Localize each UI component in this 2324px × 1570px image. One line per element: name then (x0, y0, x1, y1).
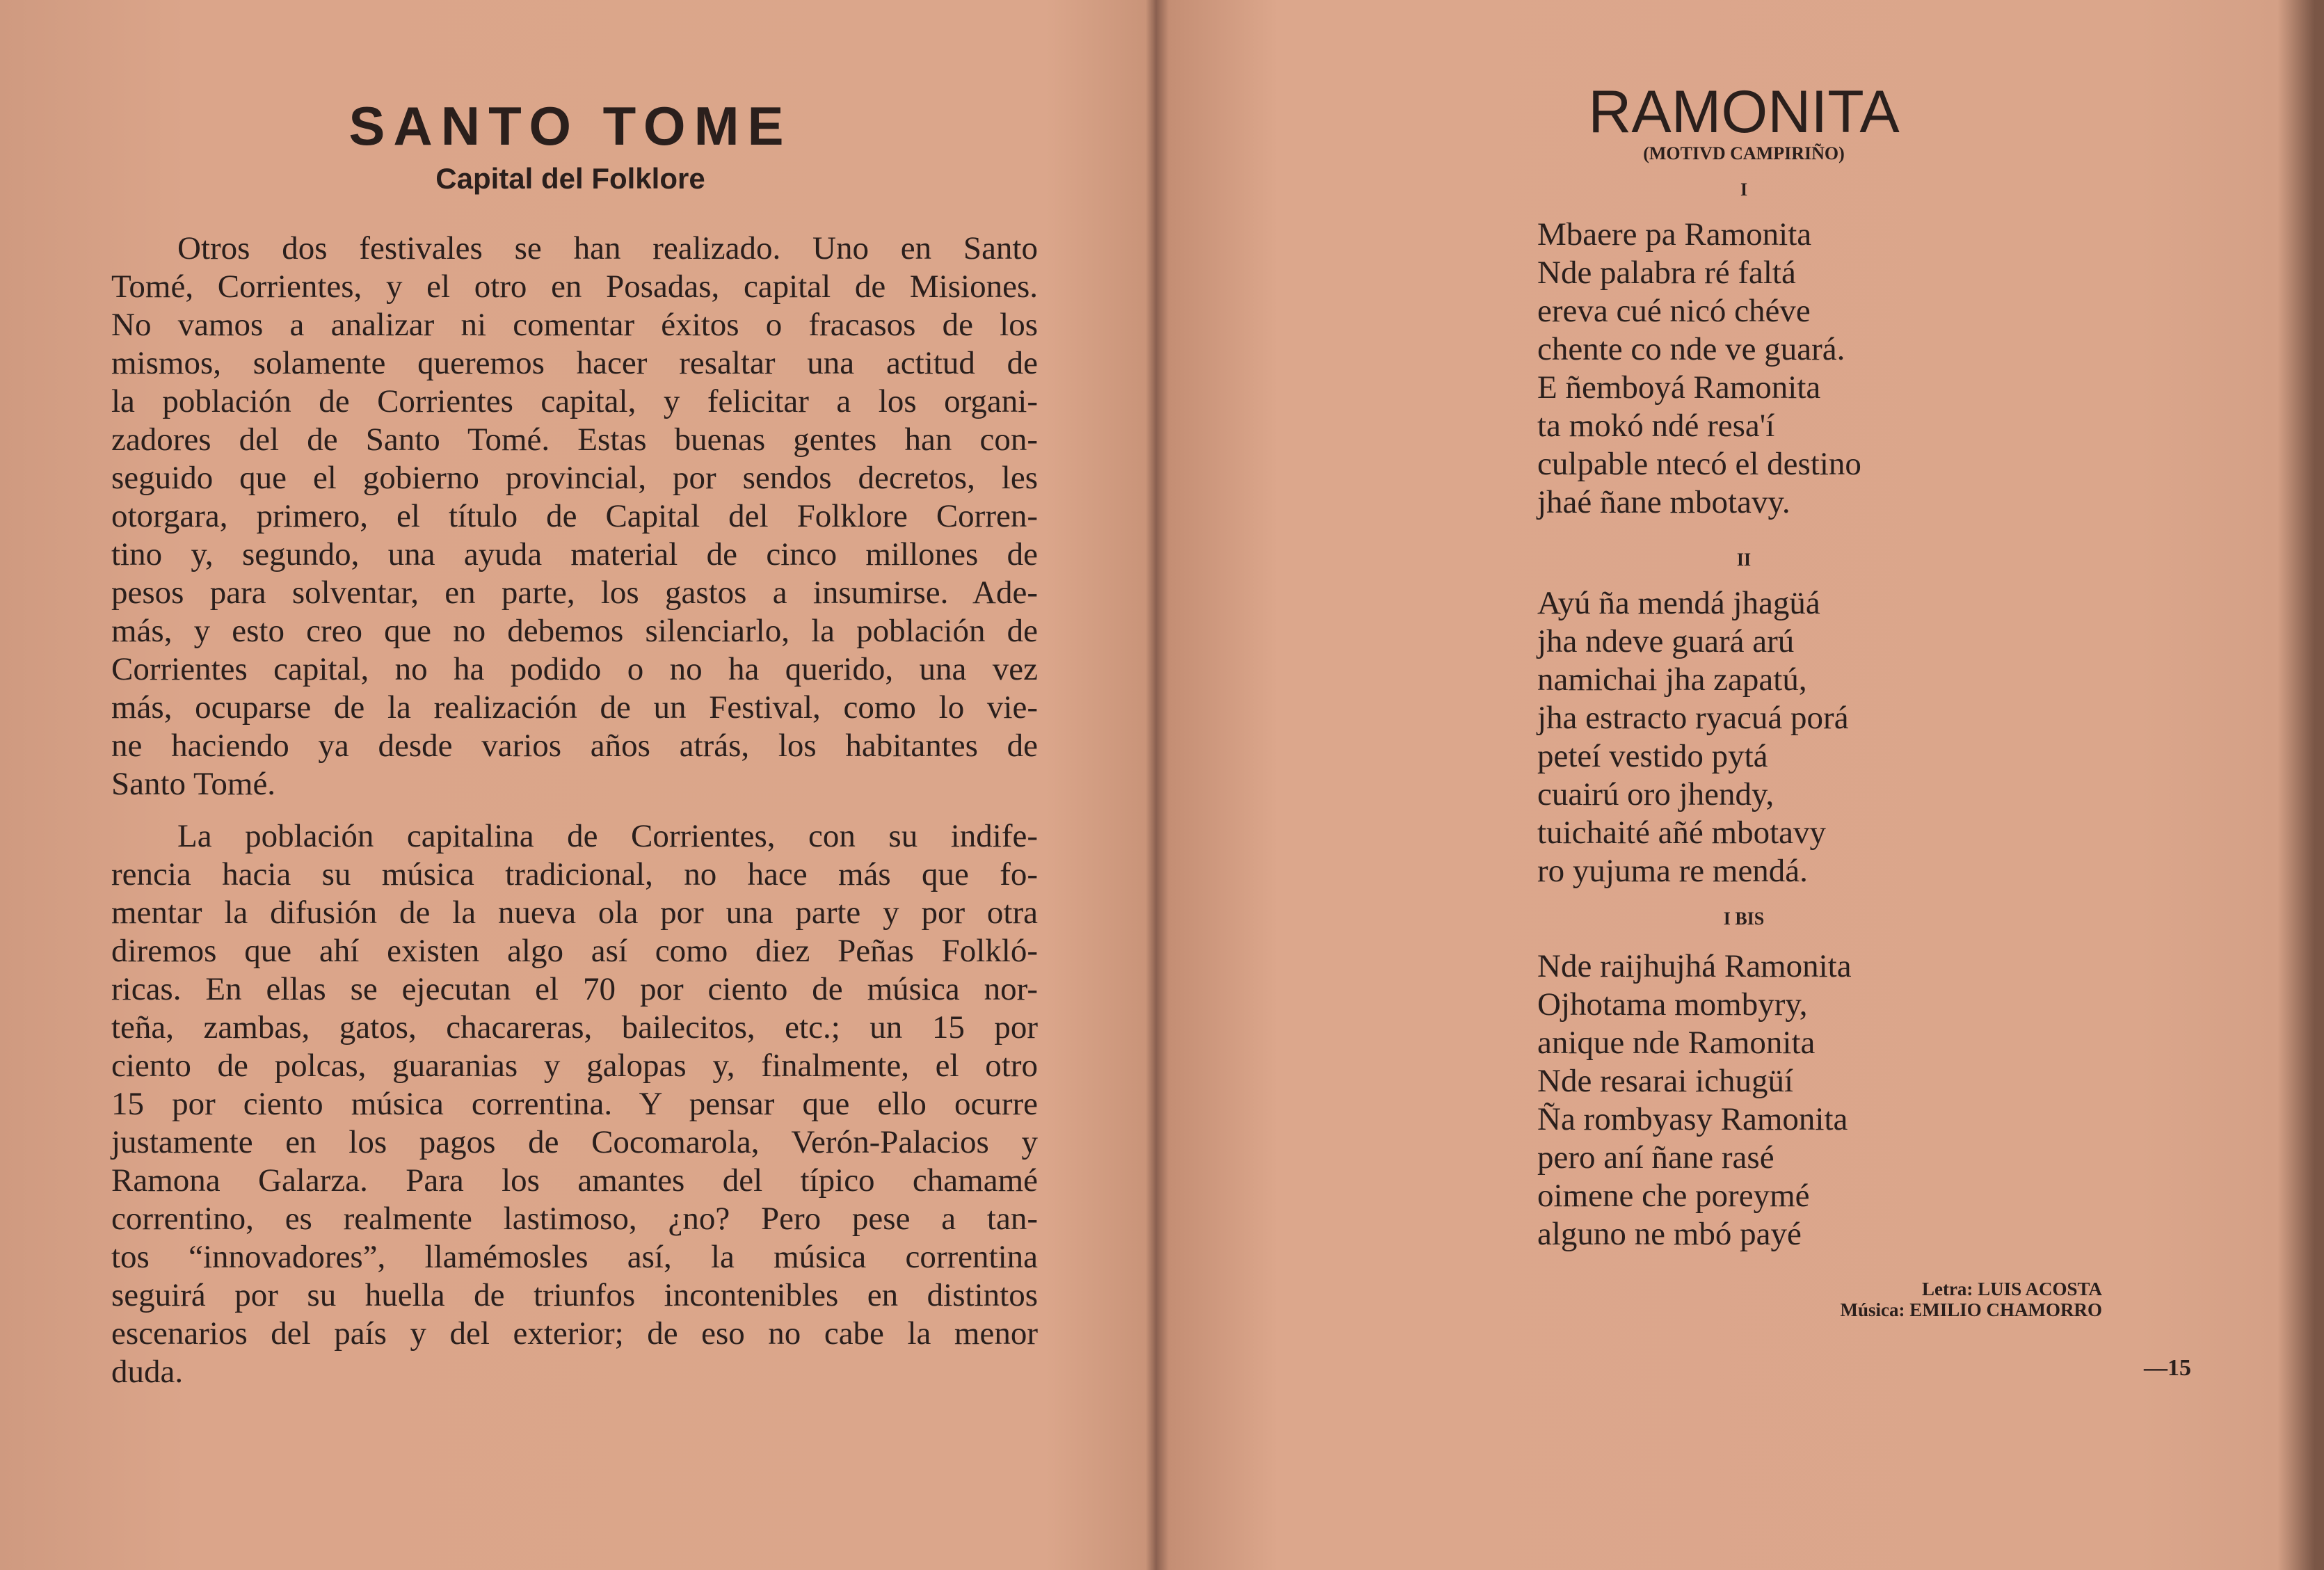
text-line: pesos para solventar, en parte, los gastos a insumirse. Ade- (111, 575, 1038, 611)
text-line: peteí vestido pytá (1537, 738, 1768, 774)
text-line: cuairú oro jhendy, (1537, 776, 1774, 812)
text-line: ereva cué nicó chéve (1537, 293, 1811, 329)
text-line: La población capitalina de Corrientes, con su indife- (177, 818, 1038, 854)
song-title: RAMONITA (1588, 79, 1900, 145)
text-line: E ñemboyá Ramonita (1537, 369, 1821, 406)
text-line: jha ndeve guará arú (1537, 623, 1795, 659)
text-line: tuichaité añé mbotavy (1537, 815, 1827, 851)
text-line: anique nde Ramonita (1537, 1025, 1816, 1061)
text-line: Corrientes capital, no ha podido o no ha querido, una vez (111, 651, 1038, 687)
stanza-3 (1537, 947, 1852, 1253)
text-line: correntino, es realmente lastimoso, ¿no? Pero pese a tan- (111, 1201, 1038, 1237)
text-line: la población de Corrientes capital, y felicitar a los organi- (111, 383, 1038, 419)
text-line: Ña rombyasy Ramonita (1537, 1101, 1848, 1137)
text-line: pero aní ñane rasé (1537, 1139, 1774, 1176)
text-line: Nde palabra ré faltá (1537, 255, 1796, 291)
lyrics-credit: Letra: LUIS ACOSTA (1921, 1279, 2102, 1299)
text-line: alguno ne mbó payé (1537, 1216, 1802, 1252)
article-subtitle: Capital del Folklore (435, 162, 705, 195)
text-line: ta mokó ndé resa'í (1537, 408, 1775, 444)
text-line: Santo Tomé. (111, 766, 276, 802)
text-line: namichai jha zapatú, (1537, 662, 1807, 698)
article-title: SANTO TOME (348, 95, 792, 157)
text-line: Ramona Galarza. Para los amantes del típico chamamé (111, 1162, 1038, 1199)
text-line: diremos que ahí existen algo así como diez Peñas Folkló- (111, 933, 1038, 969)
stanza-2 (1537, 584, 1849, 890)
text-line: duda. (111, 1354, 184, 1390)
text-line: Ojhotama mombyry, (1537, 986, 1808, 1023)
text-line: escenarios del país y del exterior; de eso no cabe la menor (111, 1315, 1038, 1352)
page-number: —15 (2144, 1355, 2191, 1381)
text-line: otorgara, primero, el título de Capital del Folklore Corren- (111, 498, 1038, 534)
left-page (0, 0, 1156, 1570)
text-line: mentar la difusión de la nueva ola por una parte y por otra (111, 895, 1038, 931)
paragraph-1 (111, 230, 1038, 803)
text-line: ne haciendo ya desde varios años atrás, los habitantes de (111, 728, 1038, 764)
song-credits (1782, 1279, 2102, 1320)
text-line: teña, zambas, gatos, chacareras, bailecitos, etc.; un 15 por (111, 1009, 1038, 1046)
right-page (1156, 0, 2324, 1570)
stanza-1 (1537, 216, 1861, 522)
text-line: Nde resarai ichugüí (1537, 1063, 1794, 1099)
text-line: ro yujuma re mendá. (1537, 853, 1808, 889)
text-line: tos “innovadores”, llamémosles así, la música correntina (111, 1239, 1038, 1275)
text-line: chente co nde ve guará. (1537, 331, 1845, 367)
stanza-heading: I BIS (1723, 908, 1765, 929)
text-line: 15 por ciento música correntina. Y pensar que ello ocurre (111, 1086, 1038, 1122)
stanza-heading: II (1736, 550, 1752, 570)
text-line: tino y, segundo, una ayuda material de cinco millones de (111, 536, 1038, 572)
text-line: Nde raijhujhá Ramonita (1537, 948, 1852, 984)
stanza-heading: I (1740, 179, 1748, 200)
text-line: más, ocuparse de la realización de un Festival, como lo vie- (111, 689, 1038, 726)
text-line: jha estracto ryacuá porá (1537, 700, 1849, 736)
paragraph-2 (111, 817, 1038, 1391)
text-line: seguirá por su huella de triunfos incontenibles en distintos (111, 1277, 1038, 1313)
music-credit: Música: EMILIO CHAMORRO (1840, 1299, 2102, 1320)
text-line: jhaé ñane mbotavy. (1537, 484, 1790, 520)
text-line: seguido que el gobierno provincial, por sendos decretos, les (111, 460, 1038, 496)
text-line: mismos, solamente queremos hacer resaltar una actitud de (111, 345, 1038, 381)
text-line: Mbaere pa Ramonita (1537, 216, 1812, 253)
text-line: No vamos a analizar ni comentar éxitos o fracasos de los (111, 307, 1038, 343)
text-line: más, y esto creo que no debemos silenciarlo, la población de (111, 613, 1038, 649)
text-line: ricas. En ellas se ejecutan el 70 por ciento de música nor- (111, 971, 1038, 1007)
text-line: justamente en los pagos de Cocomarola, Verón-Palacios y (111, 1124, 1038, 1160)
song-subtitle: (MOTIVD CAMPIRIÑO) (1643, 143, 1845, 163)
text-line: Tomé, Corrientes, y el otro en Posadas, capital de Misiones. (111, 269, 1038, 305)
text-line: ciento de polcas, guaranias y galopas y, finalmente, el otro (111, 1048, 1038, 1084)
text-line: Ayú ña mendá jhagüá (1537, 585, 1820, 621)
text-line: rencia hacia su música tradicional, no hace más que fo- (111, 856, 1038, 892)
text-line: oimene che poreymé (1537, 1178, 1810, 1214)
text-line: culpable ntecó el destino (1537, 446, 1861, 482)
text-line: zadores del de Santo Tomé. Estas buenas gentes han con- (111, 422, 1038, 458)
text-line: Otros dos festivales se han realizado. Uno en Santo (177, 230, 1038, 266)
